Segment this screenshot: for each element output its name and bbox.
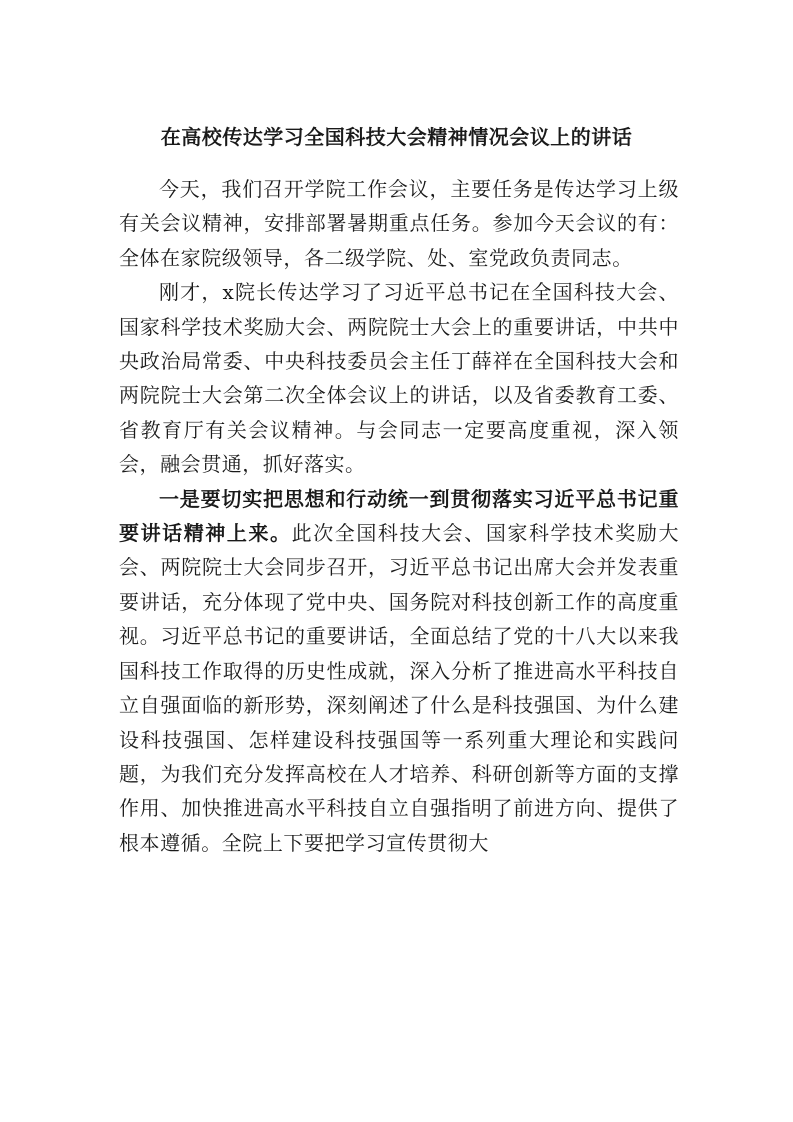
paragraph-opening xyxy=(119,172,679,275)
document-body xyxy=(119,172,679,860)
paragraph-lead-bold: 一是要切实把思想和行动统一到贯彻落实习近平总书记重要讲话精神上来。 xyxy=(119,486,679,546)
paragraph-point-one xyxy=(119,482,679,860)
paragraph-text: 刚才，x院长传达学习了习近平总书记在全国科技大会、国家科学技术奖励大会、两院院士大会上的重要讲话，中共中央政治局常委、中央科技委员会主任丁薛祥在全国科技大会和两院院士大会第二次全体会议上的讲话，以及省委教育工委、省教育厅有关会议精神。与会同志一定要高度重视，深入领会，融会贯通，抓好落实。 xyxy=(119,280,679,477)
paragraph-text: 今天，我们召开学院工作会议，主要任务是传达学习上级有关会议精神，安排部署暑期重点任务。参加今天会议的有：全体在家院级领导，各二级学院、处、室党政负责同志。 xyxy=(119,177,679,270)
paragraph-report xyxy=(119,275,679,481)
document-title: 在高校传达学习全国科技大会精神情况会议上的讲话 xyxy=(160,125,633,149)
paragraph-text: 此次全国科技大会、国家科学技术奖励大会、两院院士大会同步召开，习近平总书记出席大会并发表重要讲话，充分体现了党中央、国务院对科技创新工作的高度重视。习近平总书记的重要讲话，全面总结了党的十八大以来我国科技工作取得的历史性成就，深入分析了推进高水平科技自立自强面临的新形势，深刻阐述了什么是科技强国、为什么建设科技强国、怎样建设科技强国等一系列重大理论和实践问题，为我们充分发挥高校在人才培养、科研创新等方面的支撑作用、加快推进高水平科技自立自强指明了前进方向、提供了根本遵循。全院上下要把学习宣传贯彻大 xyxy=(119,521,679,855)
